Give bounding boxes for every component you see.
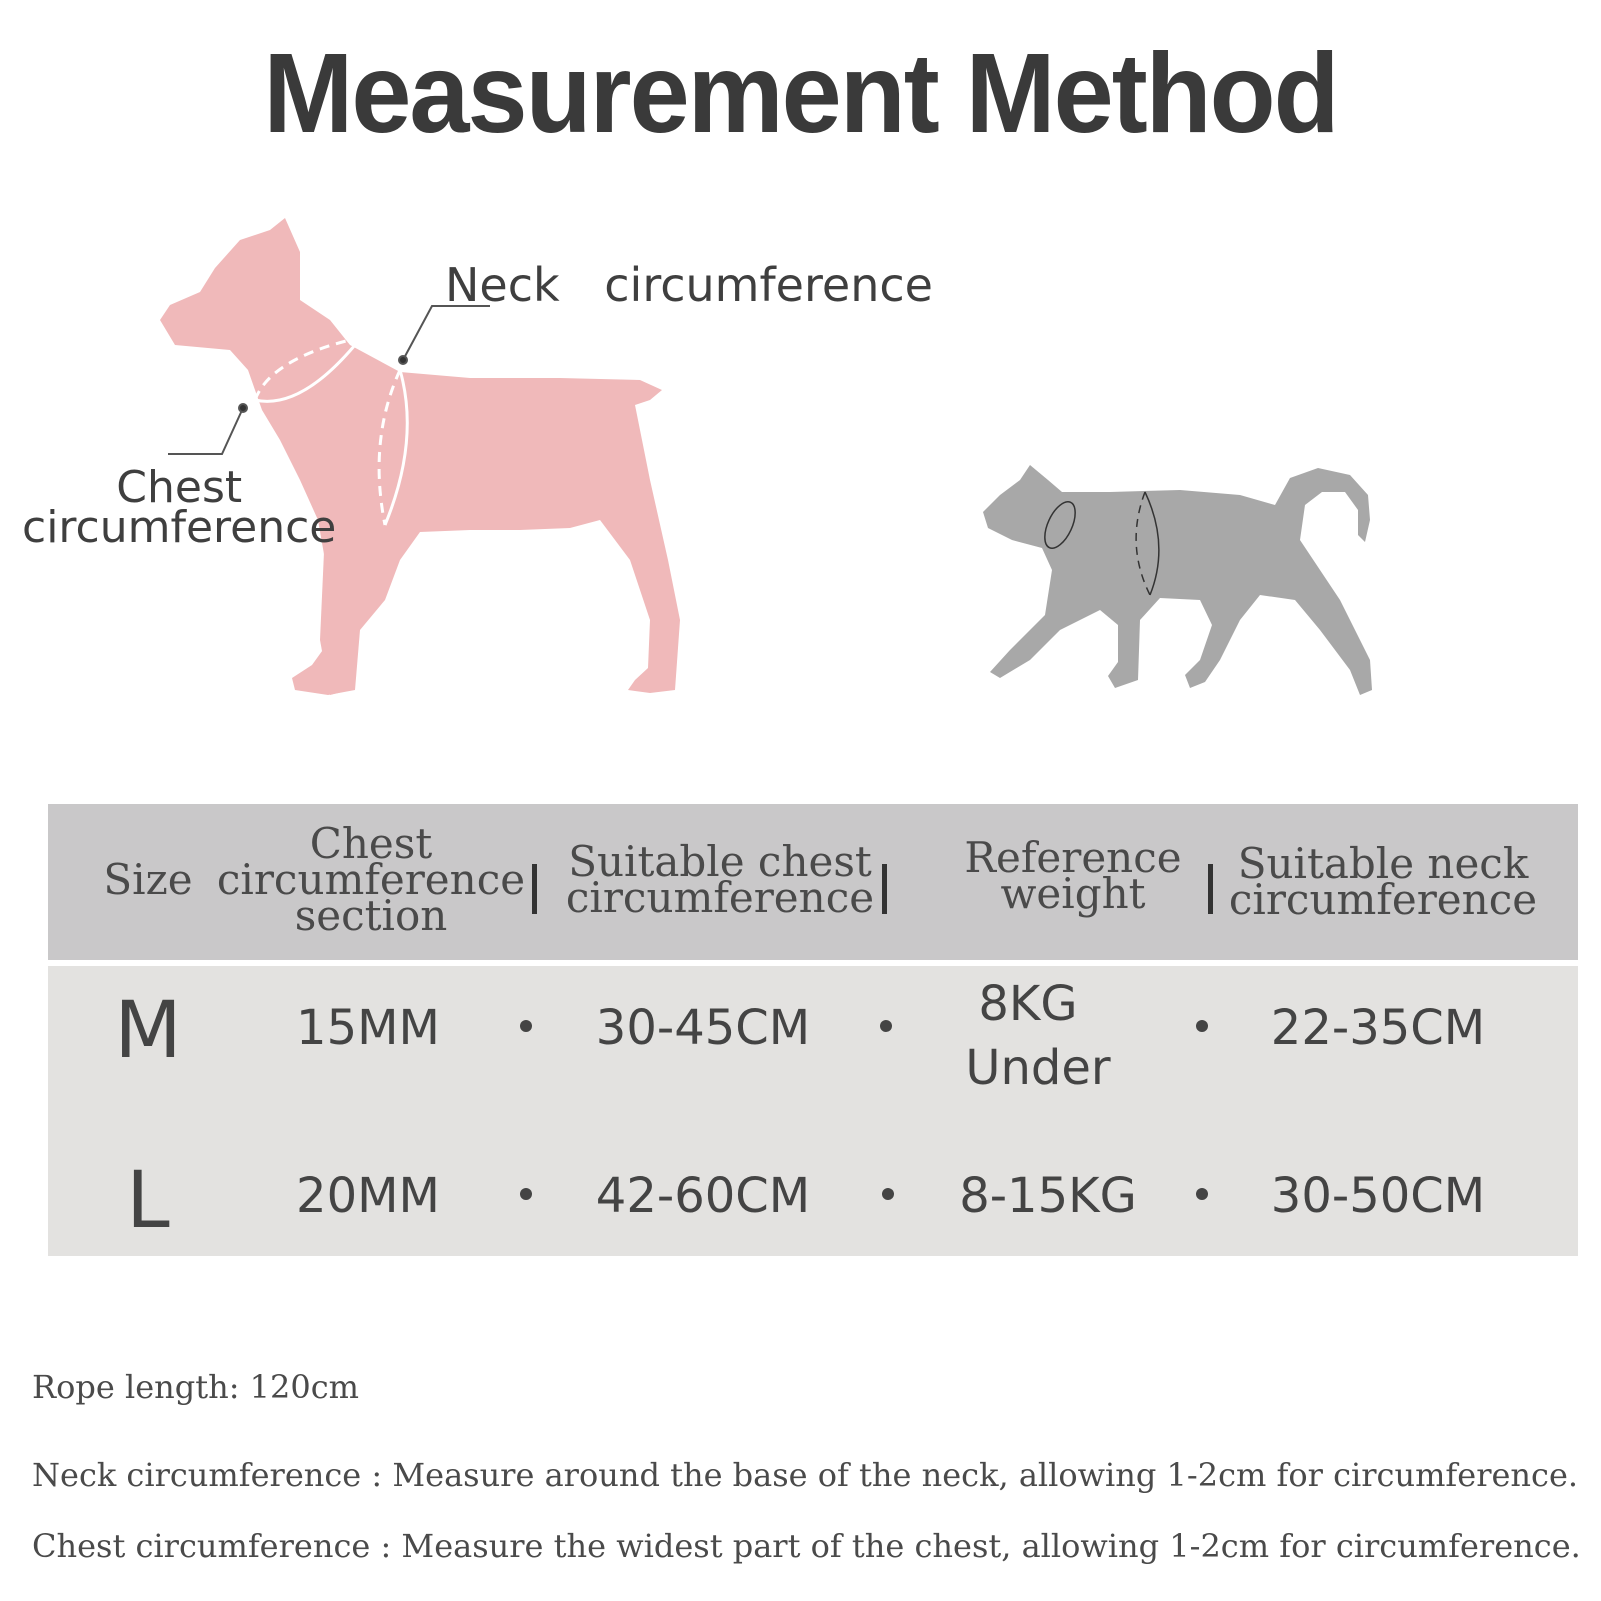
chest-circumference-label (22, 462, 337, 553)
chest-l: 42-60CM (595, 1168, 811, 1224)
cat-silhouette (983, 465, 1372, 695)
header-separator (882, 864, 887, 914)
weight-m-line2: Under (965, 1040, 1111, 1096)
row-dot (1196, 1020, 1208, 1032)
row-dot (882, 1188, 894, 1200)
chest-label-line2: circumference (22, 502, 337, 553)
size-l: L (126, 1156, 170, 1246)
weight-l: 8-15KG (959, 1168, 1137, 1224)
header-reference-weight-line1: Reference (964, 833, 1182, 882)
header-suitable-neck-line2: circumference (1228, 875, 1538, 924)
header-suitable-neck-line1: Suitable neck (1237, 839, 1529, 888)
header-reference-weight (948, 833, 1198, 918)
neck-measure-note: Neck circumference : Measure around the base of the neck, allowing 1-2cm for circumference. (32, 1456, 1579, 1494)
header-separator (532, 864, 537, 914)
header-suitable-neck (1218, 839, 1548, 924)
header-chest-section-line1: Chest (309, 819, 433, 868)
section-m: 15MM (296, 1000, 440, 1056)
chest-label-line1: Chest (116, 462, 243, 513)
chest-measure-note: Chest circumference : Measure the widest part of the chest, allowing 1-2cm for circumference. (32, 1527, 1581, 1565)
page-title: Measurement Method (263, 28, 1338, 157)
row-dot (520, 1188, 532, 1200)
header-separator (1208, 864, 1213, 914)
header-suitable-chest (560, 837, 880, 922)
rope-length-note: Rope length: 120cm (32, 1368, 359, 1406)
row-dot (520, 1020, 532, 1032)
header-suitable-chest-line2: circumference (565, 873, 875, 922)
row-dot (1196, 1188, 1208, 1200)
header-reference-weight-line2: weight (1000, 869, 1146, 918)
header-chest-section-line3: section (294, 891, 448, 940)
header-chest-section-line2: circumference (216, 855, 526, 904)
chest-leader-line (168, 404, 247, 454)
table-body (48, 966, 1578, 1256)
row-dot (880, 1020, 892, 1032)
chest-m: 30-45CM (595, 1000, 811, 1056)
section-l: 20MM (296, 1168, 440, 1224)
neck-leader-line (399, 306, 490, 364)
neck-l: 30-50CM (1270, 1168, 1486, 1224)
size-m: M (114, 986, 182, 1076)
table-header (48, 804, 1578, 960)
neck-circumference-label: Neck circumference (445, 258, 933, 312)
weight-m-line1: 8KG (978, 976, 1078, 1032)
size-table (48, 804, 1578, 1256)
neck-m: 22-35CM (1270, 1000, 1486, 1056)
header-size: Size (103, 855, 193, 904)
header-chest-section (216, 819, 526, 940)
header-suitable-chest-line1: Suitable chest (568, 837, 872, 886)
